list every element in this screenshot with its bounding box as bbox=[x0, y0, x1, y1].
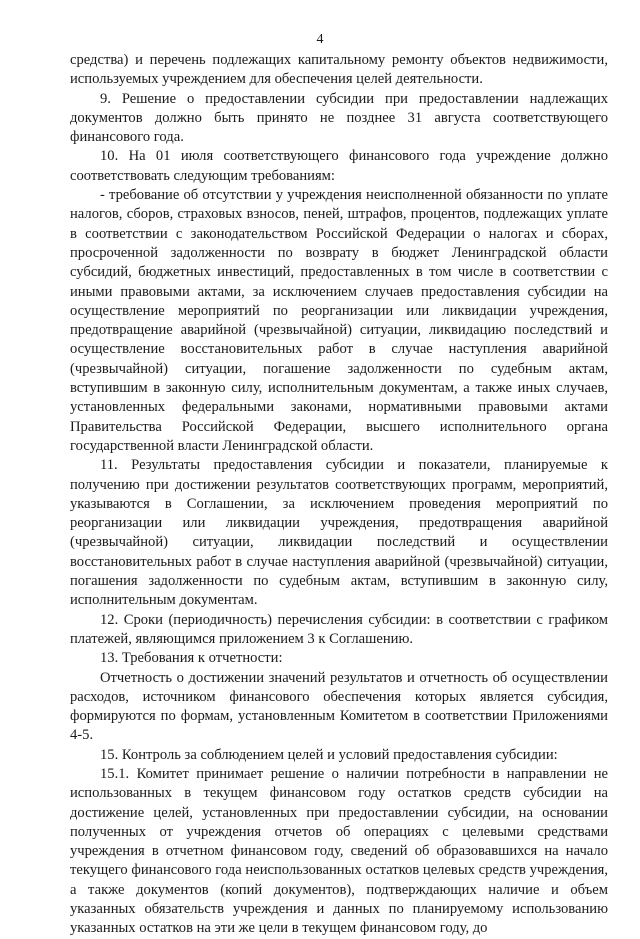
paragraph-item-10: 10. На 01 июля соответствующего финансового года учреждение должно соответствовать следующим требованиям: bbox=[70, 148, 608, 184]
paragraph-item-13: 13. Требования к отчетности: bbox=[100, 650, 283, 667]
paragraph-requirement-list: - требование об отсутствии у учреждения неисполненной обязанности по уплате налогов, сборов, страховых взносов, пеней, штрафов, процентов, подлежащих уплате в соответствии с законодательством Российской Федерации о налогах и сборах, просроченной задолженности по возврату в бюджет Ленинградской области субсидий, бюджетных инвестиций, предоставленных в том числе в соответствии с иными правовыми актами, за исключением случаев предоставления субсидии на осуществление мероприятий по реорганизации или ликвидации учреждения, предотвращение аварийной (чрезвычайной) ситуации, ликвидацию последствий и осуществление восстановительных работ в случае наступления аварийной (чрезвычайной) ситуации, погашение задолженности по судебным актам, вступившим в законную силу, исполнительным документам, а также иных случаев, установленных федеральными законами, нормативными правовыми актами Правительства Российской Федерации, высшего исполнительного органа государственной власти Ленинградской области. bbox=[70, 187, 608, 454]
paragraph-item-12: 12. Сроки (периодичность) перечисления субсидии: в соответствии с графиком платежей, являющимся приложением 3 к Соглашению. bbox=[70, 611, 608, 647]
page-number: 4 bbox=[316, 32, 324, 47]
document-body bbox=[70, 51, 608, 939]
paragraph-item-15-1: 15.1. Комитет принимает решение о наличии потребности в направлении не использованных в текущем финансовом году остатков средств субсидии на достижение целей, установленных при предоставлении субсидии, на основании полученных от учреждения отчетов об операциях с целевыми средствами учреждения в отчетном финансовом году, сведений об образовавшихся на начало текущего финансового года неиспользованных остатков целевых средств учреждения, а также документов (копий документов), подтверждающих наличие и объем указанных обязательств учреждения и данных по планируемому использованию указанных остатков на эти же цели в текущем финансовом году, до bbox=[70, 765, 608, 937]
paragraph-item-9: 9. Решение о предоставлении субсидии при предоставлении надлежащих документов должно быть принято не позднее 31 августа соответствующего финансового года. bbox=[70, 90, 608, 146]
paragraph-reporting: Отчетность о достижении значений результатов и отчетность об осуществлении расходов, источником финансового обеспечения которых является субсидия, формируются по формам, установленным Комитетом в соответствии Приложениями 4-5. bbox=[70, 669, 608, 744]
paragraph-item-11: 11. Результаты предоставления субсидии и показатели, планируемые к получению при достижении результатов соответствующих программ, мероприятий, указываются в Соглашении, за исключением проведения мероприятий по реорганизации или ликвидации учреждения, предотвращения аварийной (чрезвычайной) ситуации, ликвидации последствий и осуществлении восстановительных работ в случае наступления аварийной (чрезвычайной) ситуации, погашения задолженности по судебным актам, вступившим в законную силу, исполнительным документам. bbox=[70, 457, 608, 609]
paragraph-continuation: средства) и перечень подлежащих капитальному ремонту объектов недвижимости, используемых учреждением для обеспечения целей деятельности. bbox=[70, 52, 608, 88]
paragraph-item-15: 15. Контроль за соблюдением целей и условий предоставления субсидии: bbox=[100, 746, 558, 763]
